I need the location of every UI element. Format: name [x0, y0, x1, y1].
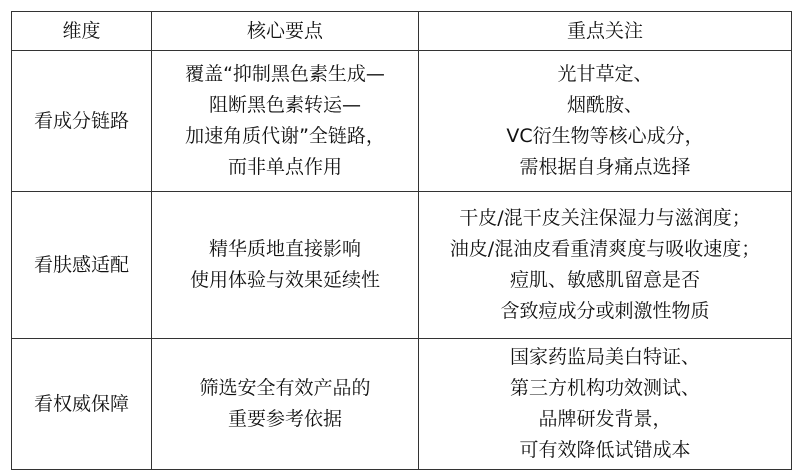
focus-line: 干皮/混干皮关注保湿力与滋润度； [459, 207, 751, 229]
focus-line: 光甘草定、 [557, 63, 653, 85]
table-row [12, 192, 792, 339]
core-points-cell [152, 339, 419, 470]
focus-cell [419, 339, 792, 470]
header-row [12, 12, 792, 51]
dimension-cell: 看肤感适配 [12, 192, 152, 339]
core-point-line: 而非单点作用 [227, 156, 342, 178]
focus-cell [419, 192, 792, 339]
core-points-cell [152, 192, 419, 339]
core-point-line: 重要参考依据 [227, 408, 342, 430]
focus-cell [419, 51, 792, 192]
focus-line: 含致痘成分或刺激性物质 [500, 300, 710, 322]
focus-line: 需根据自身痛点选择 [519, 156, 691, 178]
dimension-cell: 看权威保障 [12, 339, 152, 470]
core-point-line: 使用体验与效果延续性 [189, 269, 380, 291]
dimension-cell: 看成分链路 [12, 51, 152, 192]
table-row [12, 339, 792, 470]
focus-line: 油皮/混油皮看重清爽度与吸收速度； [449, 238, 761, 260]
header-dimension: 维度 [12, 12, 152, 51]
core-points-cell [152, 51, 419, 192]
focus-line: VC衍生物等核心成分， [506, 125, 704, 147]
core-point-line: 筛选安全有效产品的 [199, 377, 371, 399]
table-row [12, 51, 792, 192]
focus-line: 第三方机构功效测试、 [509, 377, 700, 399]
core-point-line: 阻断黑色素转运— [208, 94, 361, 116]
header-focus: 重点关注 [419, 12, 792, 51]
focus-line: 痘肌、敏感肌留意是否 [509, 269, 700, 291]
core-point-line: 覆盖“抑制黑色素生成— [185, 63, 385, 85]
core-point-line: 加速角质代谢”全链路， [185, 125, 385, 147]
focus-line: 品牌研发背景， [538, 408, 672, 430]
comparison-table [11, 11, 792, 470]
focus-line: 国家药监局美白特证、 [509, 346, 700, 368]
focus-line: 烟酰胺、 [566, 94, 643, 116]
core-point-line: 精华质地直接影响 [208, 238, 361, 260]
focus-line: 可有效降低试错成本 [519, 439, 691, 461]
table-container [11, 11, 792, 470]
header-core-points: 核心要点 [152, 12, 419, 51]
